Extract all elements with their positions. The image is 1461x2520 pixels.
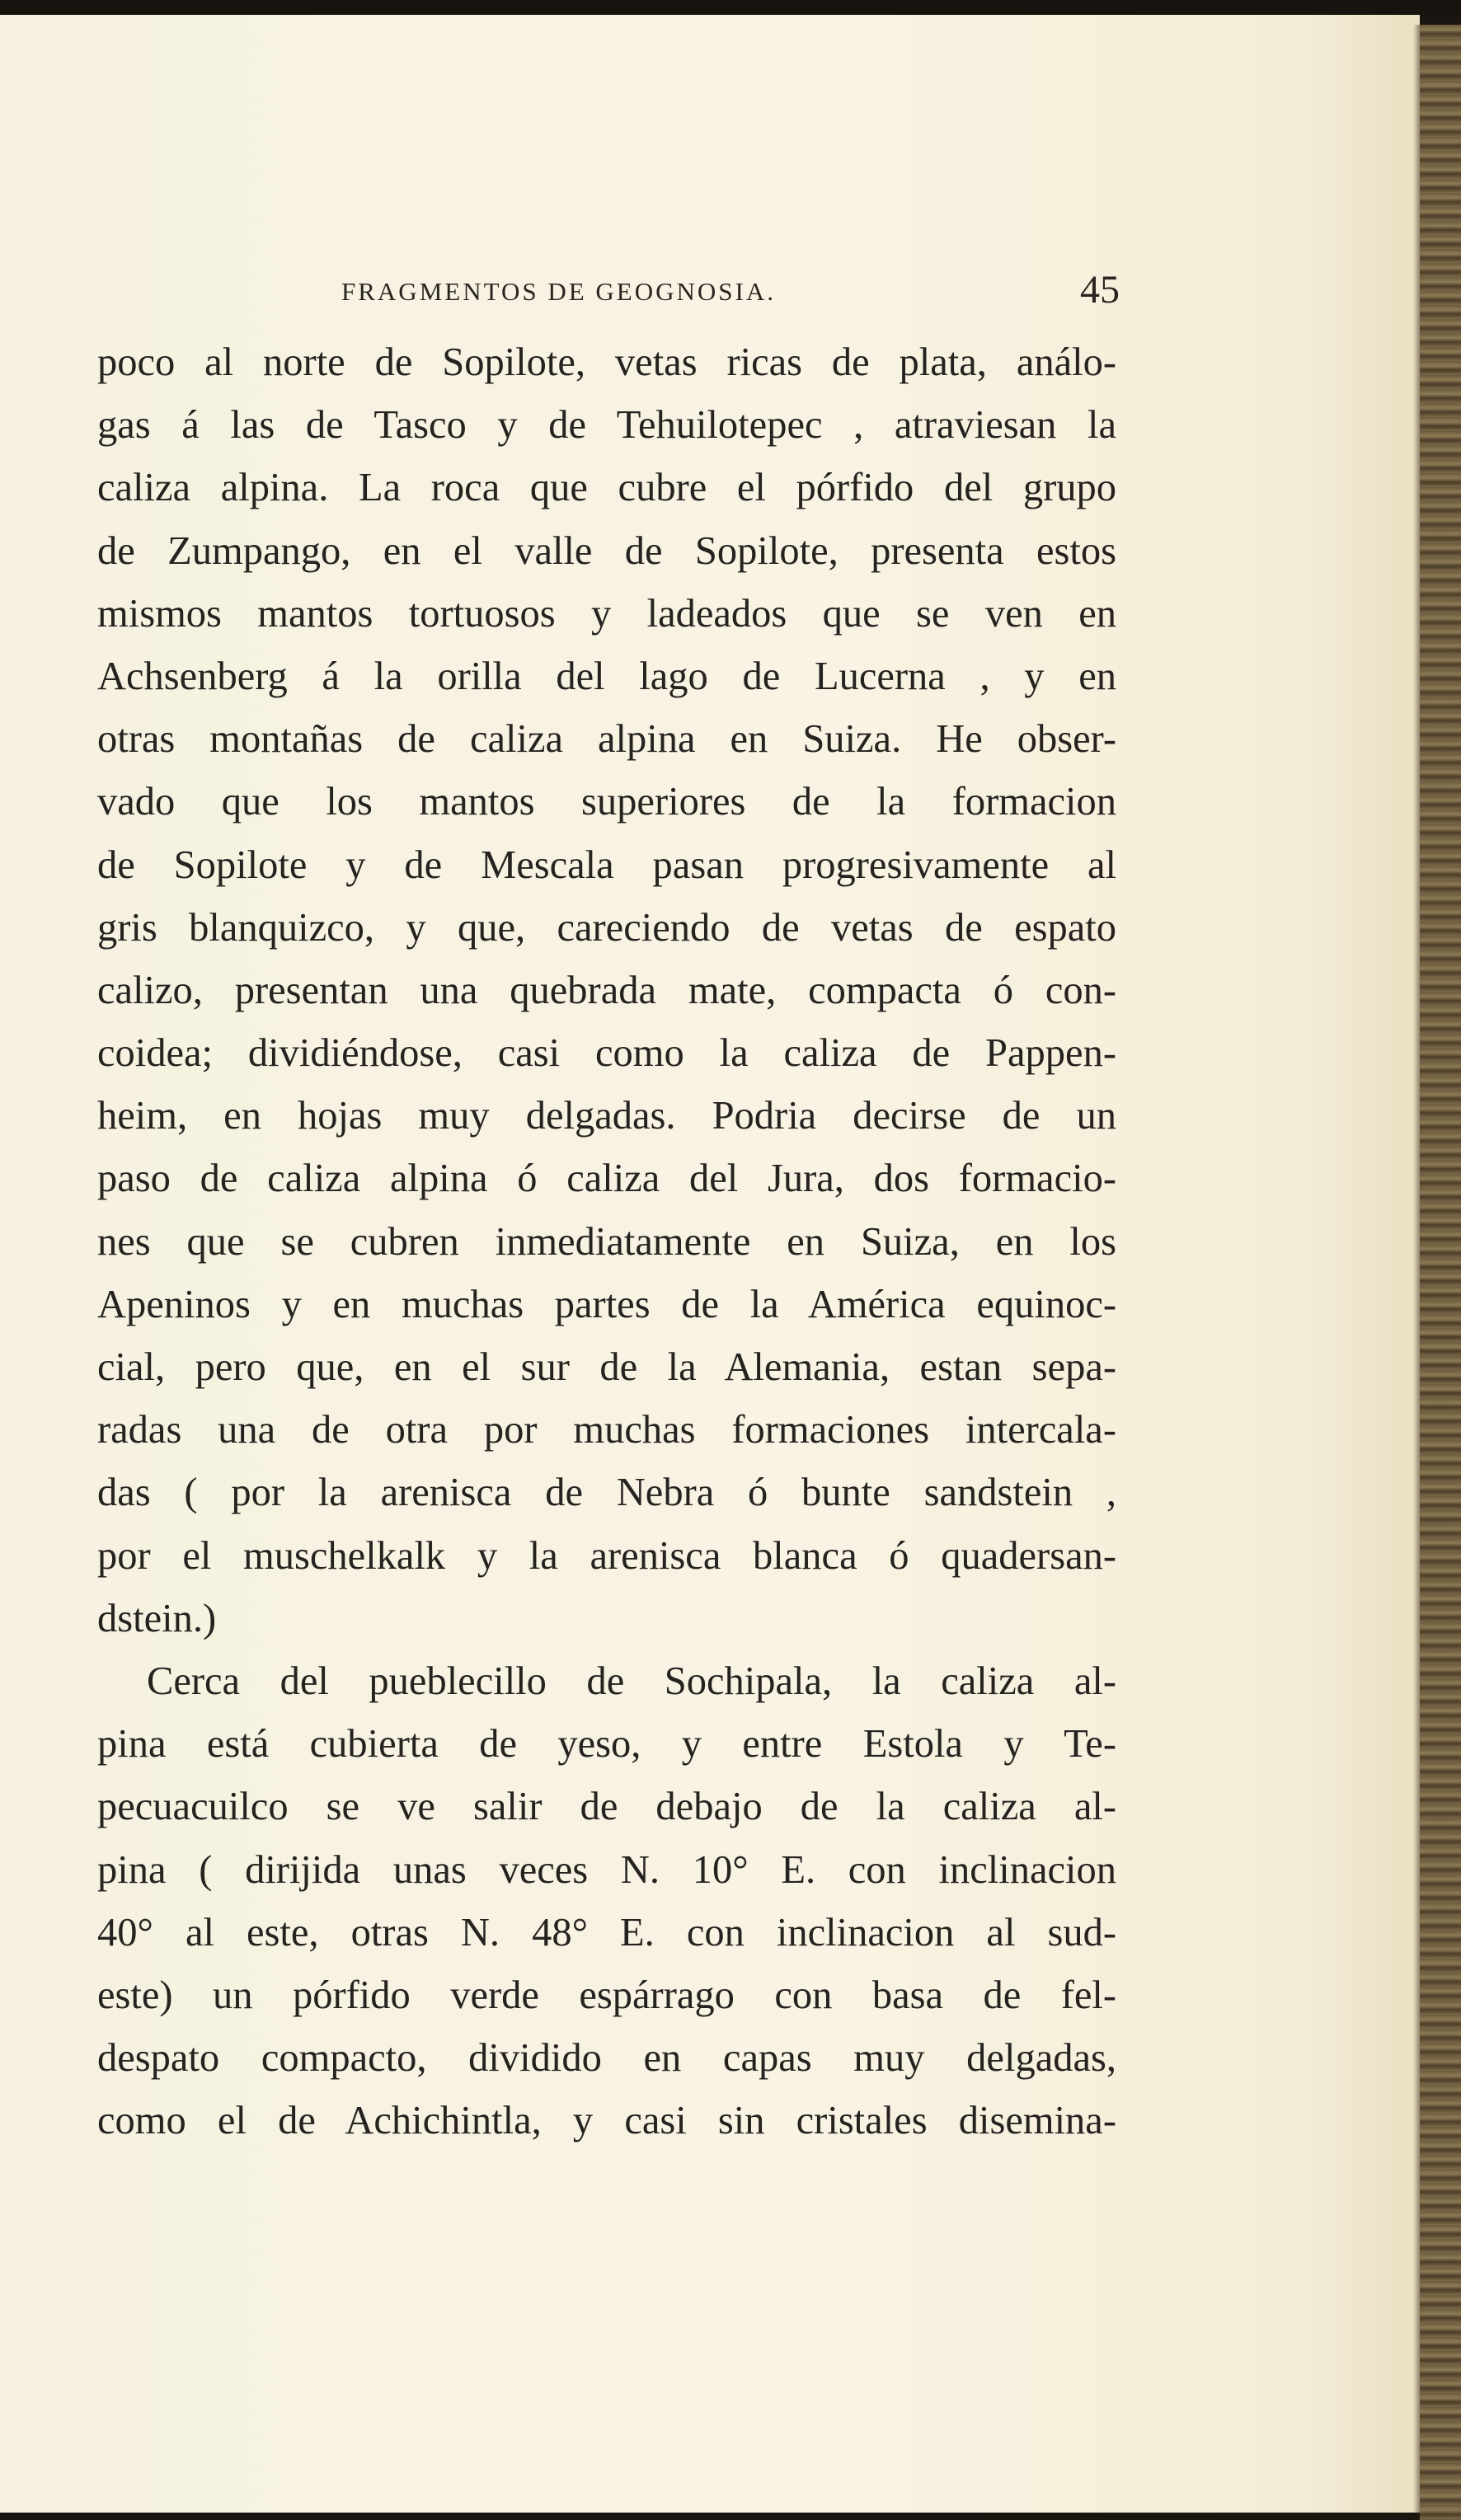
running-head-title: FRAGMENTOS DE GEOGNOSIA. — [341, 277, 776, 306]
text-line: de Zumpango, en el valle de Sopilote, presenta estos — [97, 528, 1116, 573]
text-line: pecuacuilco se ve salir de debajo de la caliza al- — [97, 1785, 1116, 1829]
text-line: pina ( dirijida unas veces N. 10° E. con inclinacion — [97, 1847, 1116, 1892]
running-head — [97, 268, 1120, 321]
text-line: calizo, presentan una quebrada mate, compacta ó con- — [97, 968, 1116, 1012]
text-line: mismos mantos tortuosos y ladeados que se ven en — [97, 591, 1116, 636]
text-line: heim, en hojas muy delgadas. Podria decirse de un — [97, 1094, 1116, 1138]
text-line: cial, pero que, en el sur de la Alemania, estan sepa- — [97, 1345, 1116, 1389]
text-line: pina está cubierta de yeso, y entre Estola y Te- — [97, 1722, 1116, 1767]
text-line: Apeninos y en muchas partes de la América equinoc- — [97, 1282, 1116, 1326]
text-line: paso de caliza alpina ó caliza del Jura, dos formacio- — [97, 1157, 1116, 1201]
body-text — [97, 331, 1116, 2152]
book-page — [0, 15, 1420, 2513]
text-line: dstein.) — [97, 1596, 217, 1640]
text-line: caliza alpina. La roca que cubre el pórfido del grupo — [97, 466, 1116, 510]
text-line: gas á las de Tasco y de Tehuilotepec , atraviesan la — [97, 403, 1116, 448]
text-line: gris blanquizco, y que, careciendo de vetas de espato — [97, 905, 1116, 950]
page-number: 45 — [1080, 268, 1120, 312]
text-line: vado que los mantos superiores de la formacion — [97, 780, 1116, 824]
spine-shadow — [1413, 25, 1420, 2520]
text-line: das ( por la arenisca de Nebra ó bunte sandstein , — [97, 1471, 1116, 1515]
text-line: poco al norte de Sopilote, vetas ricas de plata, análo- — [97, 340, 1116, 384]
text-line: despato compacto, dividido en capas muy delgadas, — [97, 2036, 1116, 2081]
text-line: coidea; dividiéndose, casi como la caliza de Pappen- — [97, 1031, 1116, 1076]
text-line: Achsenberg á la orilla del lago de Lucerna , y en — [97, 654, 1116, 698]
text-line: como el de Achichintla, y casi sin cristales disemina- — [97, 2099, 1116, 2143]
text-line: 40° al este, otras N. 48° E. con inclinacion al sud- — [97, 1910, 1116, 1955]
text-line: otras montañas de caliza alpina en Suiza. He obser- — [97, 717, 1116, 762]
text-line: este) un pórfido verde espárrago con basa de fel- — [97, 1973, 1116, 2017]
book-spine-edge — [1420, 25, 1461, 2520]
page-top-edge — [0, 0, 1461, 16]
text-line: por el muschelkalk y la arenisca blanca ó quadersan- — [97, 1533, 1116, 1578]
text-line: nes que se cubren inmediatamente en Suiza, en los — [97, 1219, 1116, 1264]
text-line: de Sopilote y de Mescala pasan progresivamente al — [97, 842, 1116, 887]
text-line: radas una de otra por muchas formaciones intercala- — [97, 1408, 1116, 1452]
text-line: Cerca del pueblecillo de Sochipala, la caliza al- — [147, 1659, 1116, 1703]
